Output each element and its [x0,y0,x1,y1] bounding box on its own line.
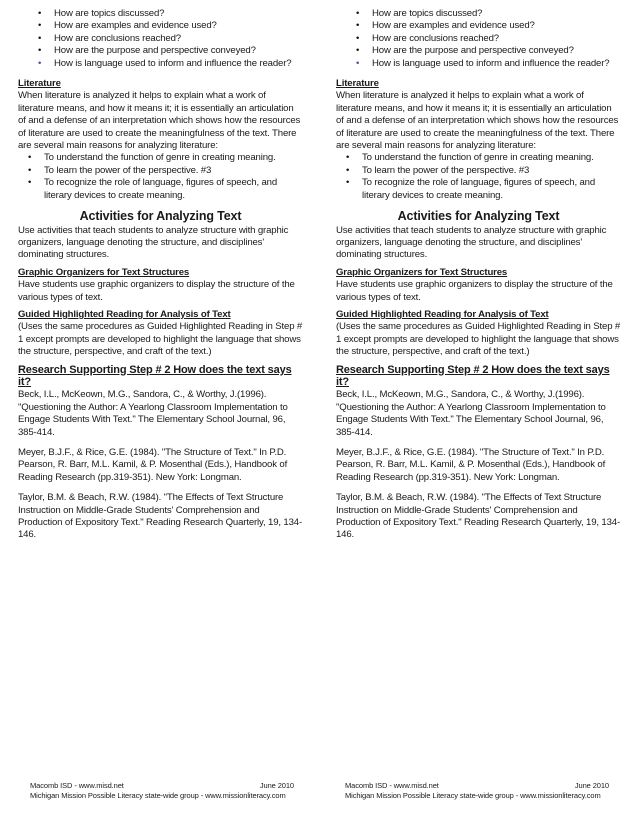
reference-item: Beck, I.L., McKeown, M.G., Sandora, C., & Worthy, J.(1996). "Questioning the Author: A Yearlong Classroom Implementation to Engage Students With Text." The Elementary School Journal, 96, 385-414. [18,389,288,438]
graphic-organizers-text: Have students use graphic organizers to display the structure of the various types of text. [18,279,295,303]
right-column [336,8,621,550]
activities-title: Activities for Analyzing Text [397,209,560,224]
list-item: • How are conclusions reached? [356,33,621,45]
activities-title: Activities for Analyzing Text [79,209,242,224]
list-item: • How are examples and evidence used? [38,20,303,32]
list-item: • To recognize the role of language, figures of speech, and literary devices to create meaning. [28,177,303,202]
reference-item: Taylor, B.M. & Beach, R.W. (1984). "The Effects of Text Structure Instruction on Middle-Grade Students' Comprehension and Production of Expository Text." Reading Research Quarterly, 19, 134-146. [336,492,621,541]
list-item: • How are examples and evidence used? [356,20,621,32]
left-column [18,8,303,550]
list-item: • To learn the power of the perspective. #3 [346,165,621,177]
list-item: • To learn the power of the perspective. #3 [28,165,303,177]
reference-item: Meyer, B.J.F., & Rice, G.E. (1984). "The Structure of Text." In P.D. Pearson, R. Barr, M.L. Kamil, & P. Mosenthal (Eds.), Handbook of Reading Research (pp.319-351). New York: Longman. [18,447,288,483]
list-item: • How are conclusions reached? [38,33,303,45]
reference-item: Beck, I.L., McKeown, M.G., Sandora, C., & Worthy, J.(1996). "Questioning the Author: A Yearlong Classroom Implementation to Engage Students With Text." The Elementary School Journal, 96, 385-414. [336,389,606,438]
graphic-organizers-heading: Graphic Organizers for Text Structures [336,266,508,278]
list-item: • To understand the function of genre in creating meaning. [28,152,303,164]
activities-text: Use activities that teach students to analyze structure with graphic organizers, language denoting the structure, and disciplines' dominating structures. [18,224,289,261]
guided-reading-heading: Guided Highlighted Reading for Analysis of Text [336,308,549,320]
graphic-organizers-heading: Graphic Organizers for Text Structures [18,266,190,278]
footer-group: Michigan Mission Possible Literacy state-wide group - www.missionliteracy.com [30,791,286,800]
reasons-list [18,152,303,202]
guided-reading-text: (Uses the same procedures as Guided Highlighted Reading in Step # 1 except prompts are developed to highlight the language that shows the structure, perspective, and craft of the text.) [336,321,621,358]
literature-text: When literature is analyzed it helps to explain what a work of literature means, and how it means it; it is essentially an articulation of and a defense of an interpretation which shows how the resources of literature are used to create the meaningfulness of the text. There are several main reasons for analyzing literature: [18,90,301,152]
reference-item: Meyer, B.J.F., & Rice, G.E. (1984). "The Structure of Text." In P.D. Pearson, R. Barr, M.L. Kamil, & P. Mosenthal (Eds.), Handbook of Reading Research (pp.319-351). New York: Longman. [336,447,606,483]
list-item: • How are topics discussed? [38,8,303,20]
literature-heading: Literature [336,78,379,90]
footer-group: Michigan Mission Possible Literacy state-wide group - www.missionliteracy.com [345,791,601,800]
literature-heading: Literature [18,78,61,90]
question-list [336,8,621,70]
list-item: • How are the purpose and perspective conveyed? [38,45,303,57]
reference-item: Taylor, B.M. & Beach, R.W. (1984). "The Effects of Text Structure Instruction on Middle-Grade Students' Comprehension and Production of Expository Text." Reading Research Quarterly, 19, 134-146. [18,492,303,541]
list-item: • How is language used to inform and influence the reader? [38,58,303,70]
footer-date: June 2010 [259,781,294,790]
footer-org: Macomb ISD - www.misd.net [30,781,124,790]
reasons-list [336,152,621,202]
footer-date: June 2010 [574,781,609,790]
footer-right [345,781,615,801]
guided-reading-heading: Guided Highlighted Reading for Analysis of Text [18,308,231,320]
research-heading: Research Supporting Step # 2 How does the text says it? [336,363,610,388]
question-list [18,8,303,70]
list-item: • How are topics discussed? [356,8,621,20]
list-item: • To recognize the role of language, figures of speech, and literary devices to create meaning. [346,177,621,202]
list-item: • How are the purpose and perspective conveyed? [356,45,621,57]
guided-reading-text: (Uses the same procedures as Guided Highlighted Reading in Step # 1 except prompts are developed to highlight the language that shows the structure, perspective, and craft of the text.) [18,321,303,358]
footer-left [30,781,300,801]
literature-text: When literature is analyzed it helps to explain what a work of literature means, and how it means it; it is essentially an articulation of and a defense of an interpretation which shows how the resources of literature are used to create the meaningfulness of the text. There are several main reasons for analyzing literature: [336,90,619,152]
graphic-organizers-text: Have students use graphic organizers to display the structure of the various types of text. [336,279,613,303]
list-item: • How is language used to inform and influence the reader? [356,58,621,70]
footer-org: Macomb ISD - www.misd.net [345,781,439,790]
research-heading: Research Supporting Step # 2 How does the text says it? [18,363,292,388]
list-item: • To understand the function of genre in creating meaning. [346,152,621,164]
activities-text: Use activities that teach students to analyze structure with graphic organizers, language denoting the structure, and disciplines' dominating structures. [336,224,607,261]
